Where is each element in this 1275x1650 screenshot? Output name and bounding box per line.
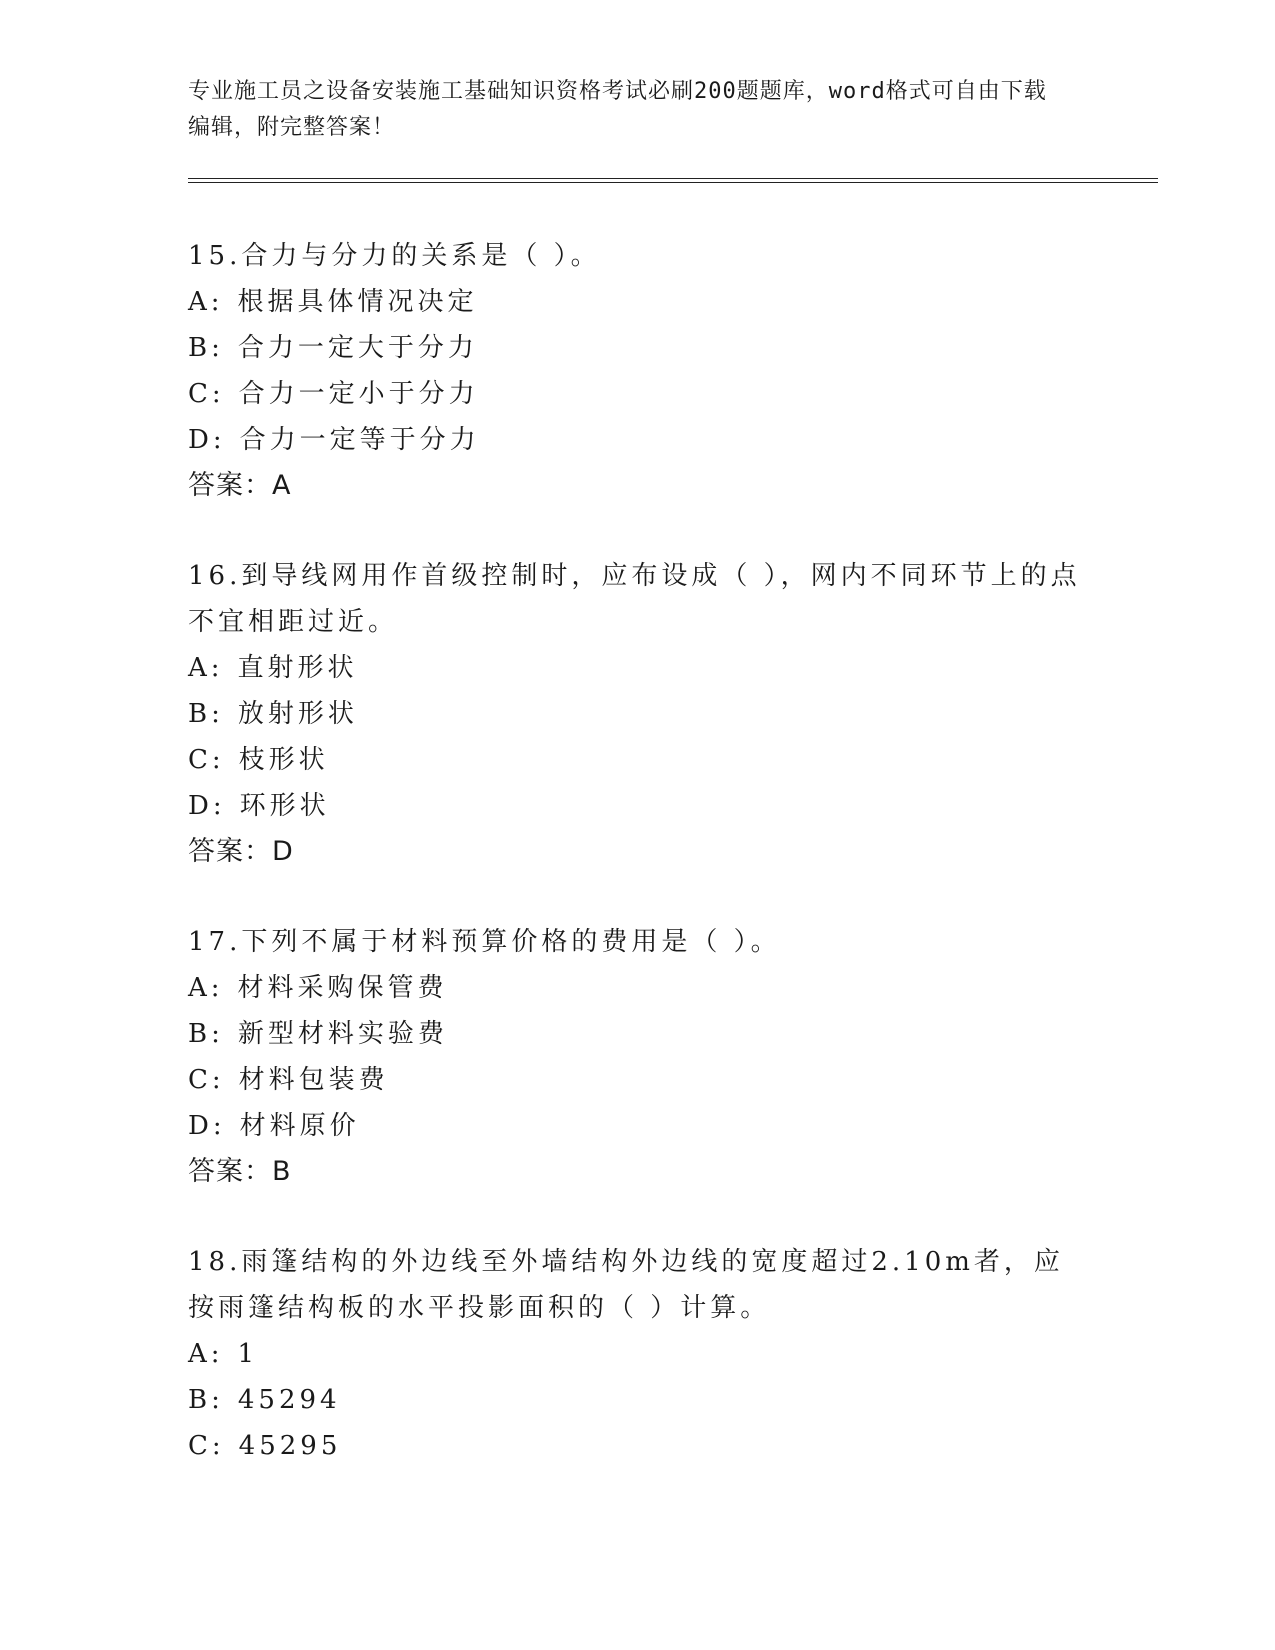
option-text: 合力一定大于分力 — [237, 333, 478, 363]
option-label: D: — [188, 1111, 226, 1141]
question-18 — [188, 1239, 1088, 1469]
option-text: 根据具体情况决定 — [237, 287, 478, 317]
option-c — [188, 371, 1088, 417]
option-text: 新型材料实验费 — [237, 1019, 448, 1049]
answer: 答案：D — [188, 836, 294, 867]
option-label: B: — [188, 1019, 224, 1049]
option-a — [188, 645, 1088, 691]
question-stem: 15.合力与分力的关系是（ ）。 — [188, 241, 601, 271]
option-text: 45295 — [238, 1431, 342, 1461]
option-text: 环形状 — [239, 791, 330, 821]
option-d — [188, 1103, 1088, 1149]
option-text: 枝形状 — [238, 745, 329, 775]
question-15 — [188, 233, 1088, 509]
question-17 — [188, 919, 1088, 1195]
question-stem: 16.到导线网用作首级控制时，应布设成（ ），网内不同环节上的点不宜相距过近。 — [188, 561, 1081, 637]
option-b — [188, 1377, 1088, 1423]
option-c — [188, 737, 1088, 783]
option-label: B: — [188, 699, 224, 729]
option-text: 合力一定等于分力 — [239, 425, 480, 455]
question-stem: 18.雨篷结构的外边线至外墙结构外边线的宽度超过2.10m者，应按雨篷结构板的水平投影面积的（ ）计算。 — [188, 1247, 1064, 1323]
option-label: B: — [188, 333, 224, 363]
option-text: 45294 — [237, 1385, 341, 1415]
question-stem: 17.下列不属于材料预算价格的费用是（ ）。 — [188, 927, 781, 957]
option-b — [188, 691, 1088, 737]
question-list — [188, 233, 1088, 1513]
option-text: 合力一定小于分力 — [238, 379, 479, 409]
option-d — [188, 783, 1088, 829]
option-text: 放射形状 — [237, 699, 358, 729]
option-a — [188, 279, 1088, 325]
option-label: A: — [188, 653, 224, 683]
option-label: A: — [188, 973, 224, 1003]
option-b — [188, 325, 1088, 371]
answer: 答案：A — [188, 470, 292, 501]
option-d — [188, 417, 1088, 463]
option-label: D: — [188, 425, 226, 455]
question-16 — [188, 553, 1088, 875]
option-text: 材料原价 — [239, 1111, 360, 1141]
option-label: C: — [188, 379, 225, 409]
option-text: 材料采购保管费 — [237, 973, 448, 1003]
option-label: A: — [188, 1339, 224, 1369]
document-header: 专业施工员之设备安装施工基础知识资格考试必刷200题题库，word格式可自由下载编辑，附完整答案！ — [188, 79, 1047, 140]
option-label: D: — [188, 791, 226, 821]
option-text: 1 — [237, 1339, 259, 1369]
option-label: B: — [188, 1385, 224, 1415]
option-label: C: — [188, 1065, 225, 1095]
header-divider-top — [188, 178, 1158, 179]
option-label: C: — [188, 745, 225, 775]
option-label: C: — [188, 1431, 225, 1461]
option-text: 材料包装费 — [238, 1065, 389, 1095]
header-divider-bottom — [188, 182, 1158, 183]
option-a — [188, 965, 1088, 1011]
option-label: A: — [188, 287, 224, 317]
option-c — [188, 1057, 1088, 1103]
answer: 答案：B — [188, 1156, 292, 1187]
option-b — [188, 1011, 1088, 1057]
option-c — [188, 1423, 1088, 1469]
option-text: 直射形状 — [237, 653, 358, 683]
option-a — [188, 1331, 1088, 1377]
